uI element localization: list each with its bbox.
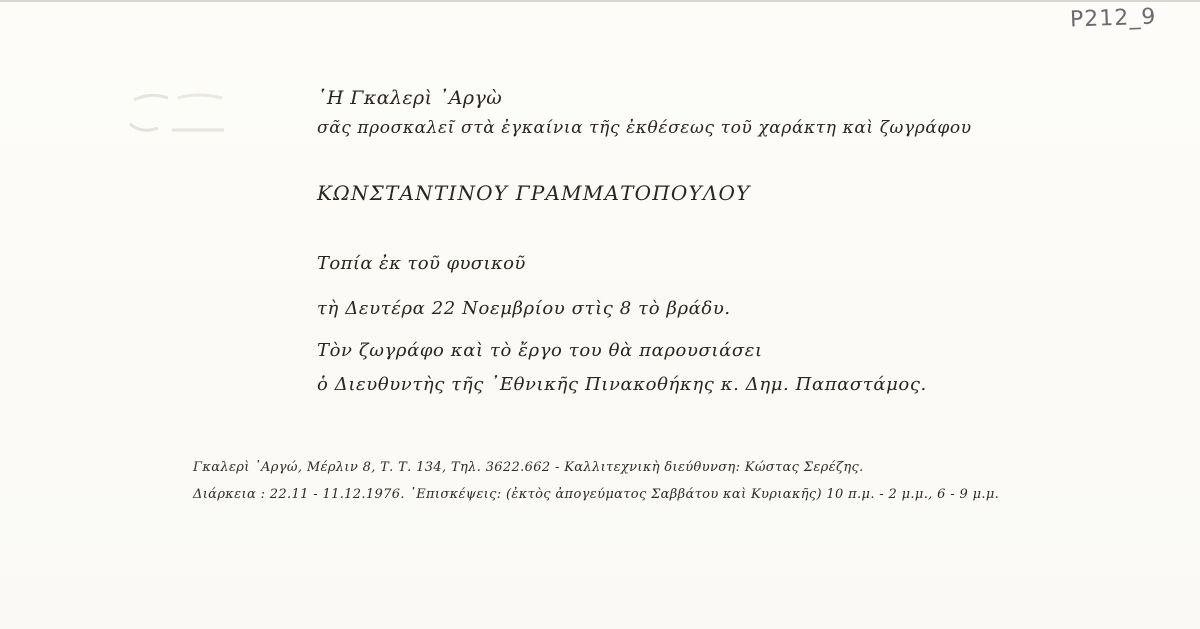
faint-embossed-mark	[128, 84, 228, 140]
presenter-line-2: ὁ Διευθυντὴς τῆς ᾿Εθνικῆς Πινακοθήκης κ. Δημ. Παπαστάμος.	[317, 374, 927, 395]
gallery-name: ῾Η Γκαλερὶ ᾿Αργὼ	[317, 87, 503, 109]
archive-reference-handwritten: P212_9	[1069, 4, 1157, 33]
scan-top-edge	[0, 0, 1200, 2]
exhibition-hours-line: Διάρκεια : 22.11 - 11.12.1976. ᾿Επισκέψεις: (ἐκτὸς ἀπογεύματος Σαββάτου καὶ Κυριακῆς) 10 π.μ. - 2 μ.μ., 6 - 9 μ.μ.	[193, 487, 1000, 502]
presenter-line-1: Τὸν ζωγράφο καὶ τὸ ἔργο του θὰ παρουσιάσει	[317, 340, 763, 361]
artist-name: ΚΩΝΣΤΑΝΤΙΝΟΥ ΓΡΑΜΜΑΤΟΠΟΥΛΟΥ	[317, 181, 751, 205]
invitation-text: σᾶς προσκαλεῖ στὰ ἐγκαίνια τῆς ἐκθέσεως τοῦ χαράκτη καὶ ζωγράφου	[317, 118, 972, 138]
gallery-address-line: Γκαλερὶ ᾿Αργώ, Μέρλιν 8, Τ. Τ. 134, Τηλ. 3622.662 - Καλλιτεχνικὴ διεύθυνση: Κώστας Σερέζης.	[193, 460, 864, 475]
opening-date: τὴ Δευτέρα 22 Νοεμβρίου στὶς 8 τὸ βράδυ.	[317, 298, 731, 319]
exhibition-title: Τοπία ἐκ τοῦ φυσικοῦ	[317, 253, 526, 274]
